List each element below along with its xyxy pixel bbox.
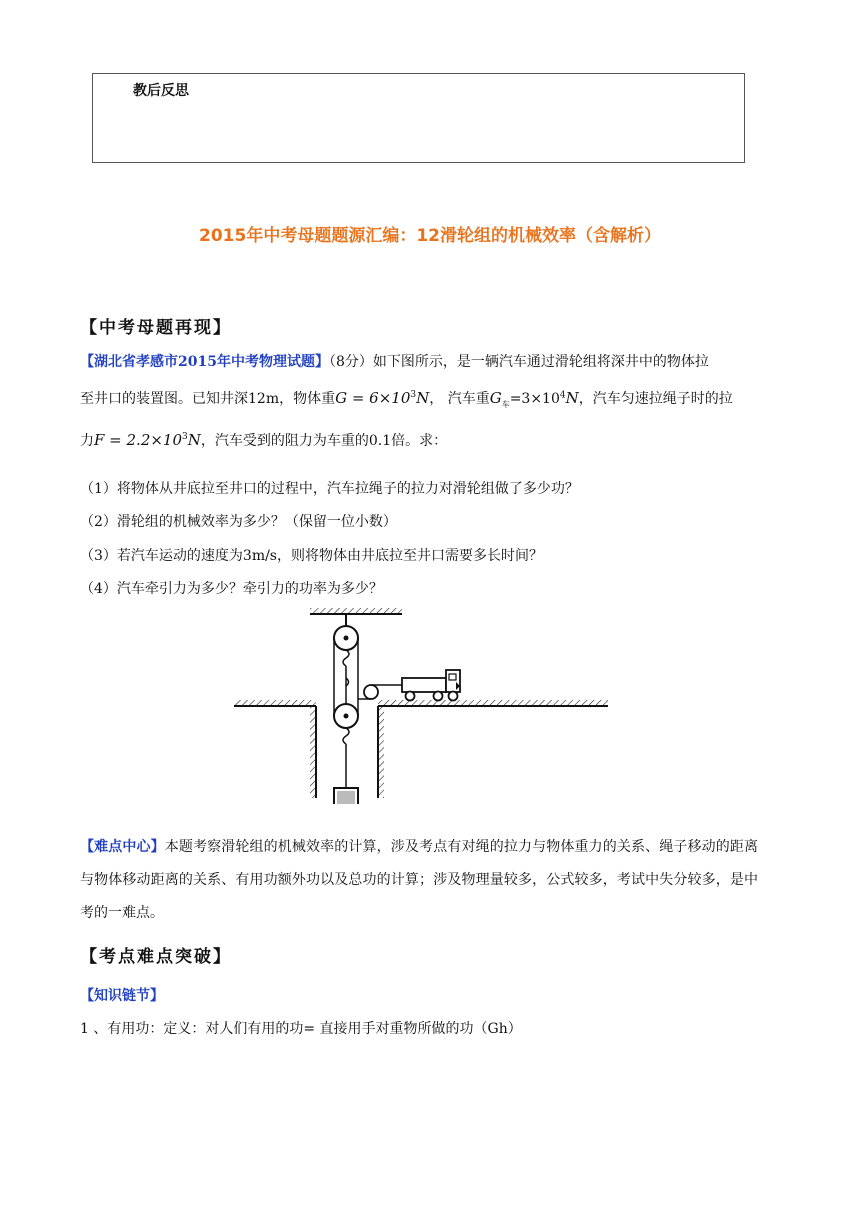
difficulty-label: 【难点中心】 xyxy=(80,839,165,855)
car-weight-sub: 车 xyxy=(501,399,510,409)
problem-intro-1: （8分）如下图所示，是一辆汽车通过滑轮组将深井中的物体拉 xyxy=(328,354,709,370)
question-3: （3）若汽车运动的速度为3m/s，则将物体由井底拉至井口需要多长时间？ xyxy=(80,548,543,564)
problem-intro-3a: 力 xyxy=(80,432,94,449)
section-heading-breakthrough: 【考点难点突破】 xyxy=(80,947,232,967)
formula-g-unit: N xyxy=(416,389,430,407)
problem-intro-2b: ， 汽车重 xyxy=(429,391,490,407)
car-weight-unit: N xyxy=(565,389,579,407)
load-block-fill xyxy=(337,791,355,804)
problem-line-2 xyxy=(80,379,758,421)
problem-statement xyxy=(80,346,758,458)
section-heading-exam: 【中考母题再现】 xyxy=(80,318,232,338)
problem-intro-2c: ，汽车匀速拉绳子时的拉 xyxy=(578,391,733,407)
difficulty-paragraph xyxy=(80,831,758,930)
problem-line-1 xyxy=(80,346,758,379)
fixed-pulley-hook xyxy=(343,650,349,666)
formula-f-exp: 3 xyxy=(182,431,188,442)
car-weight-exp: 4 xyxy=(559,390,566,401)
difficulty-text: 本题考察滑轮组的机械效率的计算，涉及考点有对绳的拉力与物体重力的关系、绳子移动的距离与物体移动距离的关系、有用功额外功以及总功的计算；涉及物理量较多，公式较多，考试中失分较多，是中考的一难点。 xyxy=(80,839,758,921)
car-weight-value: =3×10 xyxy=(509,391,560,407)
movable-pulley-axle xyxy=(344,714,349,719)
formula-f-unit: N xyxy=(187,430,201,449)
guide-pulley xyxy=(364,685,378,699)
question-4: （4）汽车牵引力为多少？牵引力的功率为多少？ xyxy=(80,581,383,597)
car-weight-symbol: G xyxy=(489,389,502,407)
formula-g-text: G = 6×10 xyxy=(335,389,411,407)
question-2: （2）滑轮组的机械效率为多少？（保留一位小数） xyxy=(80,514,397,530)
fixed-pulley-axle xyxy=(344,636,349,641)
knowledge-label: 【知识链节】 xyxy=(80,988,164,1004)
question-1: （1）将物体从井底拉至井口的过程中，汽车拉绳子的拉力对滑轮组做了多少功？ xyxy=(80,481,579,497)
car-weight xyxy=(490,391,579,407)
reflection-label: 教后反思 xyxy=(133,83,189,99)
formula-f-text: F = 2.2×10 xyxy=(94,430,183,449)
problem-intro-3b: ，汽车受到的阻力为车重的0.1倍。求： xyxy=(200,432,448,449)
problem-source: 【湖北省孝感市2015年中考物理试题】 xyxy=(80,354,329,370)
knowledge-item-1: 1 、有用功：定义：对人们有用的功= 直接用手对重物所做的功（Gh） xyxy=(80,1021,522,1037)
formula-g-exp: 3 xyxy=(410,390,417,400)
problem-intro-2a: 至井口的装置图。已知井深12m，物体重 xyxy=(80,391,336,407)
truck xyxy=(402,670,460,701)
reflection-box xyxy=(92,73,745,163)
movable-pulley-hook xyxy=(343,728,349,744)
document-title: 2015年中考母题题源汇编：12滑轮组的机械效率（含解析） xyxy=(199,226,661,246)
formula-g xyxy=(335,389,429,407)
problem-line-3 xyxy=(80,421,758,458)
formula-f xyxy=(94,431,201,449)
pulley-well-diagram xyxy=(230,604,620,804)
